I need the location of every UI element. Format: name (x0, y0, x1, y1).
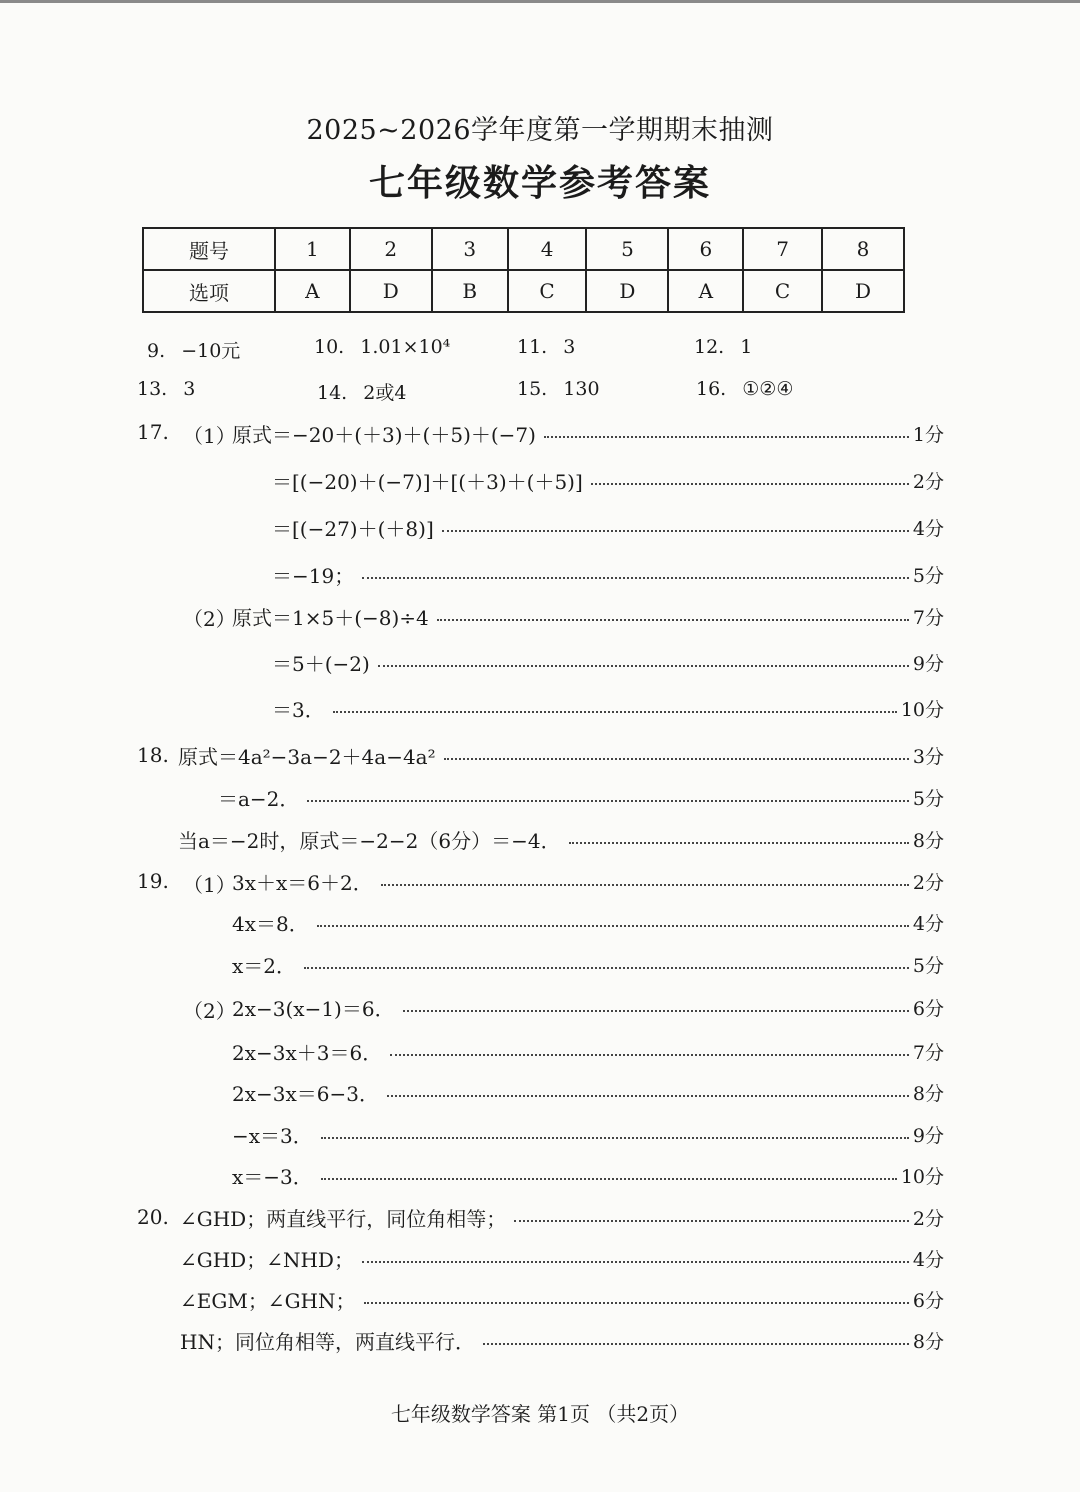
expression: 原式＝4a²−3a−2＋4a−4a² (178, 744, 436, 769)
leader-dots (362, 1261, 909, 1263)
score: 7分 (912, 1041, 944, 1064)
leader-dots (437, 619, 909, 621)
question-number: 9. (147, 340, 166, 362)
question-number: 13. (137, 378, 168, 400)
leader-dots (591, 483, 909, 485)
leader-dots (544, 436, 909, 438)
table-row (143, 270, 904, 312)
table-cell: D (586, 270, 668, 312)
question-number: 15. (517, 378, 548, 400)
leader-dots (390, 1054, 909, 1056)
expression: 原式＝1×5＋(−8)÷4 (232, 605, 429, 630)
expression: ＝5＋(−2) (272, 651, 370, 676)
table-cell: D (350, 270, 432, 312)
score: 5分 (912, 564, 944, 587)
solution-line (232, 866, 944, 896)
question-number: 20. (137, 1205, 169, 1229)
solution-line (180, 1243, 944, 1273)
expression: ＝[(−20)＋(−7)]＋[(＋3)＋(＋5)] (272, 469, 583, 494)
leader-dots (387, 1095, 909, 1097)
score: 3分 (912, 745, 944, 768)
score: 7分 (912, 606, 944, 629)
fill-answer-9 (147, 336, 240, 363)
score: 10分 (900, 698, 944, 721)
table-cell: 5 (586, 228, 668, 270)
table-cell: A (668, 270, 743, 312)
solution-line (232, 601, 944, 631)
fill-answer-13 (137, 378, 195, 400)
answer-value: 3 (183, 378, 196, 400)
solution-line (218, 782, 944, 812)
table-cell: 1 (275, 228, 350, 270)
solution-line (272, 647, 944, 677)
table-cell: 6 (668, 228, 743, 270)
leader-dots (364, 1302, 909, 1304)
solution-line (232, 992, 944, 1022)
fill-answer-11 (517, 336, 575, 358)
leader-dots (381, 884, 909, 886)
score: 2分 (912, 1207, 944, 1230)
score: 6分 (912, 997, 944, 1020)
leader-dots (403, 1010, 909, 1012)
leader-dots (483, 1343, 909, 1345)
table-cell: 7 (743, 228, 822, 270)
expression: ＝3． (272, 697, 325, 722)
leader-dots (304, 967, 909, 969)
expression: 4x＝8． (232, 911, 309, 936)
table-cell: 3 (432, 228, 508, 270)
expression: 2x−3(x−1)＝6． (232, 996, 395, 1021)
part-label: （2） (183, 999, 236, 1023)
leader-dots (442, 530, 909, 532)
solution-line (178, 824, 944, 854)
question-number: 16. (696, 378, 727, 400)
solution-line (180, 1325, 944, 1355)
score: 4分 (912, 912, 944, 935)
fill-answer-16 (696, 378, 793, 400)
solution-line (232, 1119, 944, 1149)
score: 8分 (912, 1082, 944, 1105)
table-cell: B (432, 270, 508, 312)
score: 4分 (912, 1248, 944, 1271)
score: 6分 (912, 1289, 944, 1312)
solution-line (232, 1077, 944, 1107)
expression: ∠EGM；∠GHN； (180, 1288, 356, 1313)
page-title: 七年级数学参考答案 (368, 162, 711, 204)
solution-line (232, 907, 944, 937)
exam-title: 2025~2026学年度第一学期期末抽测 (306, 115, 774, 146)
expression: 原式＝−20＋(＋3)＋(＋5)＋(−7) (232, 422, 536, 447)
answer-value: ①②④ (742, 378, 794, 400)
table-cell: 2 (350, 228, 432, 270)
expression: ＝a−2． (218, 786, 300, 811)
solution-line (178, 740, 944, 770)
solution-line (180, 1202, 944, 1232)
expression: 当a＝−2时，原式＝−2−2（6分）＝−4． (178, 828, 561, 853)
part-label: （2） (183, 607, 236, 631)
score: 4分 (912, 517, 944, 540)
score: 9分 (912, 1124, 944, 1147)
score: 8分 (912, 829, 944, 852)
page-footer: 七年级数学答案 第1页 （共2页） (390, 1402, 690, 1426)
leader-dots (321, 1137, 909, 1139)
score: 1分 (912, 423, 944, 446)
expression: 3x＋x＝6＋2． (232, 870, 373, 895)
question-number: 19. (137, 869, 169, 893)
expression: ∠GHD；∠NHD； (180, 1247, 354, 1272)
part-label: （1） (183, 873, 236, 897)
score: 5分 (912, 954, 944, 977)
leader-dots (321, 1178, 897, 1180)
table-cell: 8 (822, 228, 904, 270)
expression: −x＝3． (232, 1123, 313, 1148)
table-cell: C (508, 270, 587, 312)
question-number: 17. (137, 420, 169, 444)
leader-dots (307, 800, 909, 802)
table-cell: C (743, 270, 822, 312)
fill-answer-10 (314, 336, 450, 358)
leader-dots (569, 842, 909, 844)
solution-line (232, 1160, 944, 1190)
score: 8分 (912, 1330, 944, 1353)
answer-value: 1.01×10⁴ (360, 336, 451, 358)
leader-dots (514, 1220, 909, 1222)
expression: ∠GHD；两直线平行，同位角相等； (180, 1206, 507, 1231)
score: 9分 (912, 652, 944, 675)
question-number: 14. (317, 382, 348, 404)
question-number: 10. (314, 336, 345, 358)
table-row (143, 228, 904, 270)
fill-answer-12 (694, 336, 752, 358)
leader-dots (378, 665, 909, 667)
leader-dots (444, 758, 909, 760)
table-cell: 题号 (143, 228, 275, 270)
score: 2分 (912, 871, 944, 894)
table-cell: 4 (508, 228, 587, 270)
expression: 2x−3x＋3＝6． (232, 1040, 383, 1065)
score: 5分 (912, 787, 944, 810)
expression: x＝−3． (232, 1164, 313, 1189)
solution-line (232, 949, 944, 979)
expression: ＝−19； (272, 563, 355, 588)
answer-value: 130 (563, 378, 600, 400)
solution-line (180, 1284, 944, 1314)
score: 2分 (912, 470, 944, 493)
question-number: 11. (517, 336, 548, 358)
fill-answer-14 (317, 378, 406, 405)
answer-value: −10元 (181, 340, 241, 362)
solution-line (232, 418, 944, 448)
fill-answer-15 (517, 378, 600, 400)
leader-dots (317, 925, 909, 927)
solution-line (272, 512, 944, 542)
solution-line (232, 1036, 944, 1066)
score: 10分 (900, 1165, 944, 1188)
solution-line (272, 693, 944, 723)
expression: HN；同位角相等，两直线平行． (180, 1329, 475, 1354)
choice-answer-table (142, 227, 905, 313)
part-label: （1） (183, 424, 236, 448)
answer-value: 1 (740, 336, 753, 358)
solution-line (272, 559, 944, 589)
question-number: 18. (137, 743, 169, 767)
answer-value: 3 (563, 336, 576, 358)
solution-line (272, 465, 944, 495)
leader-dots (333, 711, 897, 713)
expression: 2x−3x＝6−3． (232, 1081, 379, 1106)
expression: x＝2． (232, 953, 297, 978)
leader-dots (362, 577, 909, 579)
expression: ＝[(−27)＋(＋8)] (272, 516, 434, 541)
top-border (0, 0, 1080, 3)
table-cell: D (822, 270, 904, 312)
table-cell: A (275, 270, 350, 312)
answer-value: 2或4 (363, 382, 407, 404)
table-cell: 选项 (143, 270, 275, 312)
question-number: 12. (694, 336, 725, 358)
